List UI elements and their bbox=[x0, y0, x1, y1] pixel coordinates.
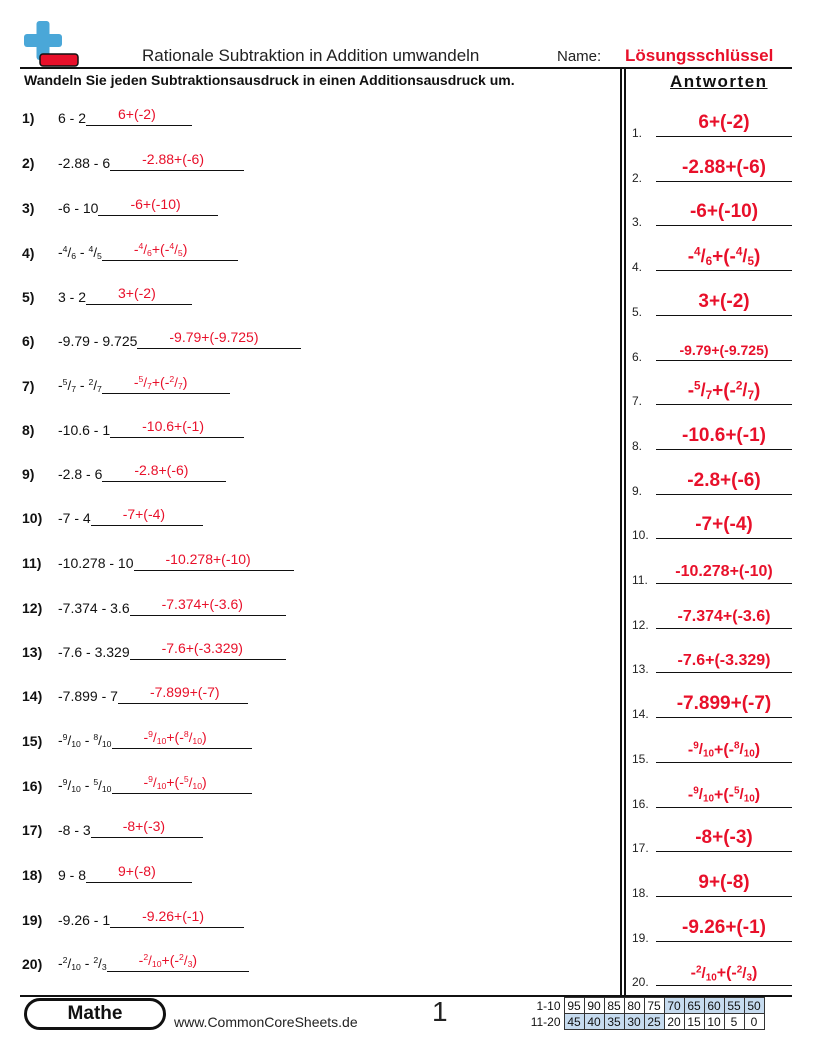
score-cell: 70 bbox=[664, 998, 684, 1014]
problem-expression: -7.6 - 3.329 bbox=[58, 644, 130, 660]
score-cell: 20 bbox=[664, 1014, 684, 1030]
problem-number: 8) bbox=[22, 422, 35, 438]
problem-expression: -7.374 - 3.6 bbox=[58, 600, 130, 616]
answer-key-item bbox=[632, 825, 792, 855]
problem-number: 17) bbox=[22, 822, 43, 838]
problem-item bbox=[22, 368, 230, 394]
problem-number: 1) bbox=[22, 110, 35, 126]
answer-key-number: 5. bbox=[632, 304, 643, 319]
answer-key-number: 2. bbox=[632, 170, 643, 185]
answer-key-item bbox=[632, 691, 792, 721]
score-cell: 65 bbox=[684, 998, 704, 1014]
filled-answer: -2.88+(-6) bbox=[142, 151, 204, 167]
problem-number: 7) bbox=[22, 378, 35, 394]
answer-key-item bbox=[632, 959, 792, 989]
answer-key-value: -10.6+(-1) bbox=[682, 424, 766, 446]
answer-key-value: $-^5/_7+(-^2/_7)$ bbox=[687, 379, 761, 403]
answer-key-item bbox=[632, 289, 792, 319]
answer-key-value: $-^4/_6+(-^4/_5)$ bbox=[687, 245, 761, 269]
problem-number: 11) bbox=[22, 555, 42, 571]
filled-answer: -9.79+(-9.725) bbox=[169, 329, 259, 345]
answer-key-line bbox=[656, 538, 792, 539]
answer-key-number: 14. bbox=[632, 707, 649, 722]
problem-expression: $-^9/_{10} - ^8/_{10}$ bbox=[58, 731, 112, 749]
answer-key-item bbox=[632, 244, 792, 274]
filled-answer: $-^9/_{10}+(-^8/_{10})$ bbox=[143, 729, 207, 747]
answer-key-line bbox=[656, 583, 792, 584]
website-text: www.CommonCoreSheets.de bbox=[174, 1014, 358, 1030]
answer-key-number: 9. bbox=[632, 483, 643, 498]
answer-blank bbox=[130, 594, 286, 616]
problem-number: 4) bbox=[22, 245, 35, 261]
answer-key-number: 12. bbox=[632, 617, 649, 632]
filled-answer: $-^9/_{10}+(-^5/_{10})$ bbox=[143, 774, 207, 792]
answer-key-number: 4. bbox=[632, 260, 643, 275]
answer-key-value: 6+(-2) bbox=[698, 112, 750, 133]
problem-item bbox=[22, 145, 244, 171]
problem-number: 6) bbox=[22, 333, 35, 349]
filled-answer: $-^2/_{10}+(-^2/_3)$ bbox=[138, 952, 198, 970]
answer-key-value: -7.6+(-3.329) bbox=[677, 652, 771, 670]
problem-item bbox=[22, 590, 286, 616]
answer-key-line bbox=[656, 270, 792, 271]
score-row bbox=[528, 1014, 764, 1030]
answer-blank bbox=[86, 104, 192, 126]
answer-key-line bbox=[656, 449, 792, 450]
problem-expression: -2.88 - 6 bbox=[58, 155, 111, 171]
answer-key-line bbox=[656, 717, 792, 718]
problem-item bbox=[22, 456, 226, 482]
answer-blank bbox=[107, 950, 249, 972]
score-cell: 95 bbox=[564, 998, 584, 1014]
filled-answer: -2.8+(-6) bbox=[134, 462, 189, 478]
answer-key-line bbox=[656, 941, 792, 942]
problem-expression: 3 - 2 bbox=[58, 289, 87, 305]
score-cell: 25 bbox=[644, 1014, 664, 1030]
filled-answer: 9+(-8) bbox=[118, 863, 156, 879]
problem-item bbox=[22, 100, 192, 126]
brand-badge: Mathe bbox=[24, 998, 166, 1030]
answer-key-number: 11. bbox=[632, 573, 648, 587]
score-cell: 50 bbox=[744, 998, 764, 1014]
answer-key-number: 1. bbox=[632, 126, 643, 140]
problem-number: 19) bbox=[22, 912, 43, 928]
answer-key-item bbox=[632, 512, 792, 542]
problem-expression: $-^5/_7 - ^2/_7$ bbox=[58, 376, 102, 394]
answer-key-item bbox=[632, 736, 792, 766]
answer-key-item bbox=[632, 423, 792, 453]
answer-blank bbox=[134, 549, 294, 571]
filled-answer: -6+(-10) bbox=[130, 196, 181, 212]
answer-key-line bbox=[656, 896, 792, 897]
answer-key-number: 20. bbox=[632, 975, 649, 990]
answer-blank bbox=[102, 460, 226, 482]
answers-header: Antworten bbox=[670, 72, 768, 91]
answer-key-item bbox=[632, 781, 792, 811]
answer-key-item bbox=[632, 378, 792, 408]
problem-number: 12) bbox=[22, 600, 43, 616]
answer-key-value: $-^9/_{10}+(-^5/_{10})$ bbox=[687, 785, 761, 805]
filled-answer: -10.6+(-1) bbox=[142, 418, 204, 434]
answer-blank bbox=[86, 861, 192, 883]
problem-number: 10) bbox=[22, 510, 43, 526]
answer-key-item bbox=[632, 915, 792, 945]
answer-key-line bbox=[656, 181, 792, 182]
problem-number: 16) bbox=[22, 778, 43, 794]
problem-item bbox=[22, 545, 294, 571]
score-cell: 10 bbox=[704, 1014, 724, 1030]
filled-answer: -7.899+(-7) bbox=[149, 684, 220, 700]
problem-item bbox=[22, 946, 249, 972]
problem-item bbox=[22, 857, 192, 883]
answer-blank bbox=[112, 727, 252, 749]
answer-key-value: -7.374+(-3.6) bbox=[677, 607, 771, 625]
filled-answer: -10.278+(-10) bbox=[165, 551, 251, 567]
filled-answer: 3+(-2) bbox=[118, 285, 156, 301]
filled-answer: -7+(-4) bbox=[122, 506, 166, 522]
score-cell: 60 bbox=[704, 998, 724, 1014]
problem-number: 14) bbox=[22, 688, 43, 704]
answer-key-line bbox=[656, 494, 792, 495]
answer-key-number: 15. bbox=[632, 751, 649, 766]
page-number: 1 bbox=[432, 996, 448, 1027]
answer-blank bbox=[110, 906, 244, 928]
answer-key-item bbox=[632, 199, 792, 229]
answer-key-value: $-^9/_{10}+(-^8/_{10})$ bbox=[687, 740, 761, 760]
problem-item bbox=[22, 723, 252, 749]
answer-key-value: -9.26+(-1) bbox=[682, 916, 766, 938]
problem-item bbox=[22, 412, 244, 438]
score-cell: 55 bbox=[724, 998, 744, 1014]
answer-key-number: 10. bbox=[632, 528, 649, 543]
answer-blank bbox=[137, 327, 301, 349]
score-cell: 5 bbox=[724, 1014, 744, 1030]
answer-blank bbox=[102, 239, 238, 261]
problem-expression: 9 - 8 bbox=[58, 867, 87, 883]
answer-key-value: -10.278+(-10) bbox=[675, 563, 773, 580]
problem-item bbox=[22, 323, 301, 349]
problem-item bbox=[22, 634, 286, 660]
score-cell: 80 bbox=[624, 998, 644, 1014]
score-cell: 85 bbox=[604, 998, 624, 1014]
column-divider bbox=[620, 67, 626, 995]
answer-key-value: 9+(-8) bbox=[698, 871, 750, 893]
problem-item bbox=[22, 500, 203, 526]
problem-expression: -10.6 - 1 bbox=[58, 422, 111, 438]
problem-expression: $-^4/_6 - ^4/_5$ bbox=[58, 243, 102, 261]
answer-blank bbox=[110, 149, 244, 171]
answer-key-number: 18. bbox=[632, 885, 649, 900]
filled-answer: -7.374+(-3.6) bbox=[161, 596, 243, 612]
answer-key-title: Lösungsschlüssel bbox=[625, 46, 774, 65]
filled-answer: $-^4/_6+(-^4/_5)$ bbox=[133, 241, 188, 259]
problem-item bbox=[22, 812, 203, 838]
filled-answer: -9.26+(-1) bbox=[142, 908, 204, 924]
answer-blank bbox=[110, 416, 244, 438]
answer-key-number: 19. bbox=[632, 930, 649, 945]
problem-expression: -8 - 3 bbox=[58, 822, 91, 838]
answer-key-line bbox=[656, 225, 792, 226]
instructions: Wandeln Sie jeden Subtraktionsausdruck in einen Additionsausdruck um. bbox=[24, 72, 515, 88]
answer-blank bbox=[86, 283, 192, 305]
header-rule bbox=[20, 67, 792, 69]
plus-minus-logo-icon bbox=[20, 20, 80, 68]
answer-key-number: 17. bbox=[632, 841, 649, 856]
problem-expression: -6 - 10 bbox=[58, 200, 99, 216]
filled-answer: -8+(-3) bbox=[122, 818, 166, 834]
problem-number: 5) bbox=[22, 289, 35, 305]
answer-key-item bbox=[632, 334, 792, 364]
problem-number: 3) bbox=[22, 200, 35, 216]
answer-key-item bbox=[632, 110, 792, 140]
answer-blank bbox=[112, 772, 252, 794]
answer-key-line bbox=[656, 762, 792, 763]
problem-expression: -2.8 - 6 bbox=[58, 466, 103, 482]
answer-key-value: 3+(-2) bbox=[698, 290, 750, 312]
answer-blank bbox=[91, 816, 203, 838]
score-table bbox=[528, 997, 765, 1030]
answer-key-line bbox=[656, 985, 792, 986]
problem-number: 9) bbox=[22, 466, 35, 482]
problem-expression: 6 - 2 bbox=[58, 110, 87, 126]
filled-answer: $-^5/_7+(-^2/_7)$ bbox=[133, 374, 188, 392]
answer-key-item bbox=[632, 468, 792, 498]
problem-item bbox=[22, 235, 238, 261]
answer-key-number: 7. bbox=[632, 394, 643, 409]
answer-blank bbox=[102, 372, 230, 394]
problem-number: 20) bbox=[22, 956, 43, 972]
answer-key-value: -2.88+(-6) bbox=[682, 156, 766, 178]
problem-expression: $-^2/_{10} - ^2/_3$ bbox=[58, 954, 107, 972]
score-range-label: 1-10 bbox=[536, 998, 561, 1013]
answer-key-line bbox=[656, 851, 792, 852]
worksheet-title: Rationale Subtraktion in Addition umwandeln bbox=[142, 46, 480, 65]
answer-blank bbox=[130, 638, 286, 660]
score-cell: 35 bbox=[604, 1014, 624, 1030]
filled-answer: 6+(-2) bbox=[118, 106, 156, 122]
answer-key-number: 13. bbox=[632, 662, 649, 677]
filled-answer: -7.6+(-3.329) bbox=[161, 640, 243, 656]
answer-key-line bbox=[656, 136, 792, 137]
answer-blank bbox=[91, 504, 203, 526]
answer-key-value: -9.79+(-9.725) bbox=[679, 341, 769, 358]
problem-item bbox=[22, 279, 192, 305]
problem-expression: -9.79 - 9.725 bbox=[58, 333, 138, 349]
answer-key-line bbox=[656, 404, 792, 405]
problem-expression: -7 - 4 bbox=[58, 510, 91, 526]
answer-key-line bbox=[656, 360, 792, 361]
answer-blank bbox=[98, 194, 218, 216]
answer-key-item bbox=[632, 155, 792, 185]
answer-key-number: 3. bbox=[632, 215, 643, 230]
answer-key-number: 16. bbox=[632, 796, 649, 811]
problem-expression: -9.26 - 1 bbox=[58, 912, 111, 928]
problem-item bbox=[22, 678, 248, 704]
score-cell: 75 bbox=[644, 998, 664, 1014]
answer-key-value: -7+(-4) bbox=[695, 514, 753, 536]
answer-key-number: 6. bbox=[632, 349, 643, 364]
answer-key-value: $-^2/_{10}+(-^2/_3)$ bbox=[690, 964, 758, 984]
score-cell: 30 bbox=[624, 1014, 644, 1030]
score-cell: 15 bbox=[684, 1014, 704, 1030]
answer-key-line bbox=[656, 315, 792, 316]
score-cell: 90 bbox=[584, 998, 604, 1014]
answer-key-value: -6+(-10) bbox=[689, 201, 759, 223]
answer-key-line bbox=[656, 807, 792, 808]
problem-item bbox=[22, 190, 218, 216]
score-cell: 45 bbox=[564, 1014, 584, 1030]
answer-key-item bbox=[632, 557, 792, 587]
problem-number: 13) bbox=[22, 644, 43, 660]
answer-key-item bbox=[632, 646, 792, 676]
score-row bbox=[528, 998, 764, 1014]
problem-number: 2) bbox=[22, 155, 35, 171]
answer-key-item bbox=[632, 602, 792, 632]
score-range-label: 11-20 bbox=[530, 1014, 561, 1029]
problem-expression: $-^9/_{10} - ^5/_{10}$ bbox=[58, 776, 112, 794]
problem-number: 18) bbox=[22, 867, 43, 883]
answer-key-line bbox=[656, 672, 792, 673]
problem-item bbox=[22, 902, 244, 928]
answer-blank bbox=[118, 682, 248, 704]
problem-expression: -10.278 - 10 bbox=[58, 555, 134, 571]
answer-key-value: -8+(-3) bbox=[695, 827, 753, 849]
problem-expression: -7.899 - 7 bbox=[58, 688, 118, 704]
score-cell: 0 bbox=[744, 1014, 764, 1030]
answer-key-item bbox=[632, 870, 792, 900]
problem-number: 15) bbox=[22, 733, 43, 749]
name-label: Name: bbox=[557, 48, 602, 65]
score-cell: 40 bbox=[584, 1014, 604, 1030]
answer-key-line bbox=[656, 628, 792, 629]
answer-key-value: -2.8+(-6) bbox=[687, 469, 761, 491]
answer-key-value: -7.899+(-7) bbox=[676, 693, 772, 715]
answer-key-number: 8. bbox=[632, 438, 643, 453]
problem-item bbox=[22, 768, 252, 794]
